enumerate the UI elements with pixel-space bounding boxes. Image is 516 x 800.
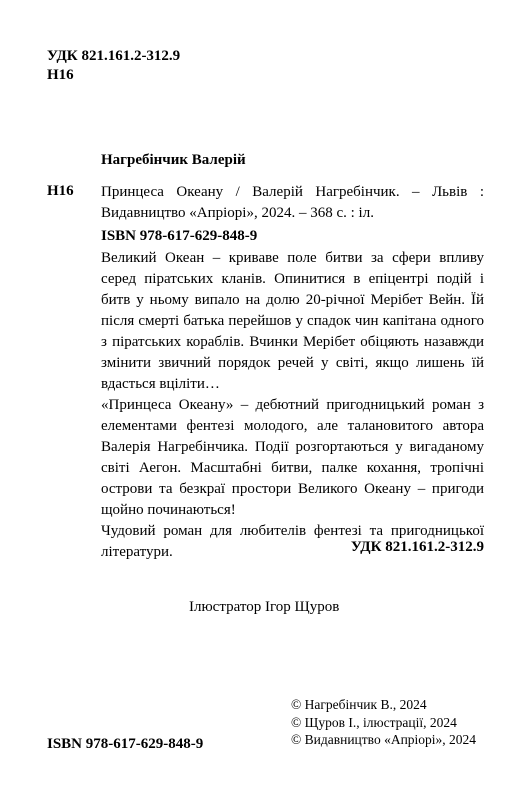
udk-header <box>47 47 180 85</box>
annotation-paragraph-1: Великий Океан – криваве поле битви за сфери впливу серед піратських кланів. Опинитися в епіцентрі подій і битв у ньому випало на долю 20-річної Мерібет Вейн. Їй після смерті батька перейшов у спадок чин капітана одного з піратських кораблів. Вчинки Мерібет обіцяють назавжди змінити звичний порядок речей у світі, якщо лишень їй вдасться вціліти… <box>101 250 484 392</box>
bibliographic-description: Принцеса Океану / Валерій Нагребінчик. – Львів : Видавництво «Апріорі», 2024. – 368 с. : іл. <box>101 184 484 221</box>
annotation-paragraph-2: «Принцеса Океану» – дебютний пригодницький роман з елементами фентезі молодого, але талановитого автора Валерія Нагребінчика. Події розгортаються у вигаданому світі Аегон. Масштабні битви, палке кохання, тропічні острови та безкраї простори Великого Океану – пригоди щойно починаються! <box>101 397 484 518</box>
author-name: Нагребінчик Валерій <box>101 152 246 168</box>
copyright-illustrations: © Щуров І., ілюстрації, 2024 <box>291 714 457 730</box>
copyright-block <box>291 696 476 749</box>
illustrator-credit: Ілюстратор Ігор Щуров <box>189 599 340 615</box>
udk-footer: УДК 821.161.2-312.9 <box>350 539 484 555</box>
copyright-publisher: © Видавництво «Апріорі», 2024 <box>291 732 477 747</box>
author-index: Н16 <box>47 183 74 199</box>
isbn-bottom: ISBN 978-617-629-848-9 <box>47 736 204 752</box>
annotation-paragraph-3: Чудовий роман для любителів фентезі та пригодницької літератури. <box>101 523 484 560</box>
udk-code: УДК 821.161.2-312.9 <box>47 48 181 64</box>
isbn-main: ISBN 978-617-629-848-9 <box>101 228 258 244</box>
author-sign: Н16 <box>47 67 74 83</box>
copyright-author: © Нагребінчик В., 2024 <box>291 697 427 712</box>
annotation <box>101 248 484 563</box>
